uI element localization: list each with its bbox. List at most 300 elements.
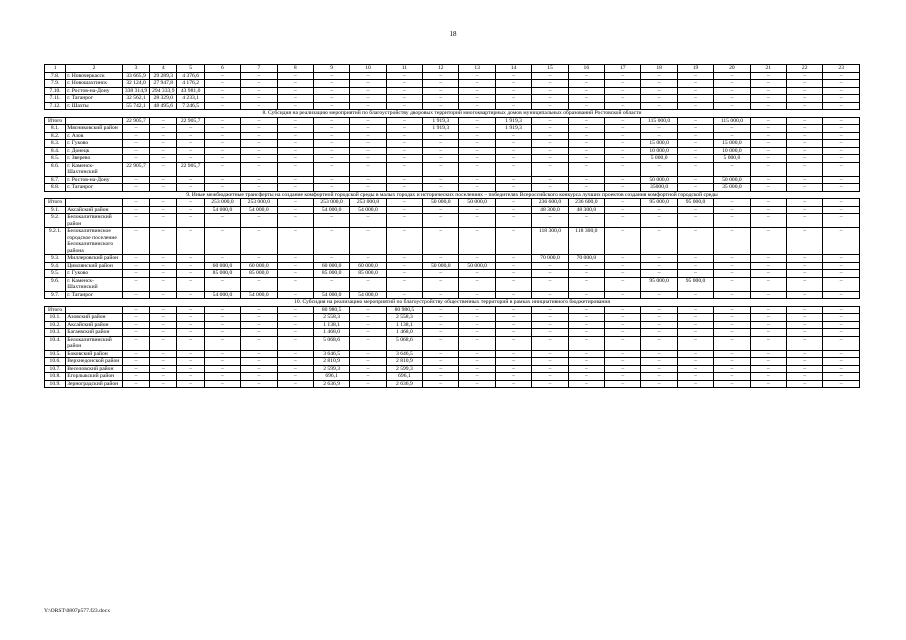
value-cell: – (277, 140, 313, 148)
value-cell: – (150, 270, 177, 278)
value-cell: 2 810,9 (386, 358, 422, 366)
value-cell: – (750, 373, 786, 381)
value-cell: – (386, 155, 422, 163)
value-cell: – (122, 147, 149, 155)
value-cell: – (122, 365, 149, 373)
value-cell: 85 000,0 (313, 270, 349, 278)
value-cell: – (532, 176, 568, 184)
column-number-cell: 6 (204, 65, 240, 73)
value-cell: – (313, 162, 349, 176)
value-cell: – (641, 72, 677, 80)
value-cell: – (459, 321, 495, 329)
value-cell: – (677, 87, 713, 95)
value-cell: – (177, 176, 204, 184)
value-cell: – (241, 321, 277, 329)
table-row (45, 358, 860, 366)
value-cell: – (177, 329, 204, 337)
value-cell: 95 000,0 (641, 277, 677, 291)
value-cell: – (750, 336, 786, 350)
municipality-name: Цимлянский район (66, 262, 123, 270)
row-number: 8.2. (45, 132, 66, 140)
value-cell: – (459, 373, 495, 381)
value-cell: – (386, 291, 422, 299)
value-cell: – (532, 365, 568, 373)
value-cell: – (177, 132, 204, 140)
value-cell: – (277, 365, 313, 373)
value-cell: – (787, 321, 823, 329)
row-number: Итого (45, 306, 66, 314)
value-cell: – (150, 125, 177, 133)
value-cell: 70 000,0 (568, 255, 604, 263)
value-cell: – (714, 306, 750, 314)
value-cell: – (495, 162, 531, 176)
value-cell: – (241, 329, 277, 337)
value-cell: – (277, 329, 313, 337)
value-cell: – (568, 95, 604, 103)
table-row (45, 380, 860, 388)
value-cell: – (204, 140, 240, 148)
value-cell: – (177, 206, 204, 214)
value-cell: – (495, 155, 531, 163)
value-cell: 60 000,0 (313, 262, 349, 270)
value-cell: – (787, 380, 823, 388)
value-cell: – (714, 206, 750, 214)
value-cell: – (787, 206, 823, 214)
value-cell: – (605, 140, 641, 148)
row-number: 10.9. (45, 380, 66, 388)
value-cell: 95 000,0 (641, 199, 677, 207)
value-cell: – (277, 291, 313, 299)
value-cell: – (277, 277, 313, 291)
value-cell: – (277, 262, 313, 270)
table-row (45, 80, 860, 88)
value-cell: 10 000,0 (714, 147, 750, 155)
value-cell: – (122, 140, 149, 148)
column-number-cell: 22 (787, 65, 823, 73)
value-cell: – (568, 350, 604, 358)
value-cell: – (823, 147, 860, 155)
value-cell: – (423, 350, 459, 358)
table-row (45, 255, 860, 263)
value-cell: – (495, 336, 531, 350)
municipality-name: г. Гуково (66, 270, 123, 278)
column-number-cell: 10 (350, 65, 386, 73)
value-cell: – (386, 95, 422, 103)
row-number: 7.10. (45, 87, 66, 95)
value-cell: – (568, 214, 604, 228)
value-cell: – (532, 140, 568, 148)
row-number: 9.7. (45, 291, 66, 299)
value-cell: – (495, 255, 531, 263)
value-cell: – (277, 199, 313, 207)
value-cell: 115 000,0 (641, 117, 677, 125)
section-title-row (45, 299, 860, 307)
column-number-cell: 5 (177, 65, 204, 73)
column-number-cell: 16 (568, 65, 604, 73)
value-cell: – (423, 270, 459, 278)
value-cell: – (823, 314, 860, 322)
value-cell: – (423, 321, 459, 329)
value-cell: – (423, 87, 459, 95)
value-cell: – (605, 206, 641, 214)
value-cell: – (350, 95, 386, 103)
value-cell: – (204, 255, 240, 263)
value-cell: – (122, 199, 149, 207)
value-cell: – (495, 306, 531, 314)
value-cell: – (605, 277, 641, 291)
value-cell: – (423, 306, 459, 314)
value-cell: – (423, 329, 459, 337)
value-cell: – (204, 358, 240, 366)
value-cell: 4 233,1 (177, 95, 204, 103)
value-cell: – (350, 102, 386, 110)
value-cell: – (313, 117, 349, 125)
value-cell: – (150, 255, 177, 263)
value-cell: – (605, 80, 641, 88)
column-number-cell: 11 (386, 65, 422, 73)
value-cell: – (677, 306, 713, 314)
value-cell: 80 980,5 (386, 306, 422, 314)
value-cell: 95 000,0 (677, 277, 713, 291)
value-cell: – (277, 132, 313, 140)
row-number: 9.5. (45, 270, 66, 278)
municipality-name: г. Зверево (66, 155, 123, 163)
value-cell: 54 000,0 (241, 291, 277, 299)
value-cell: – (532, 147, 568, 155)
value-cell: – (313, 72, 349, 80)
value-cell: 54 000,0 (204, 291, 240, 299)
value-cell: – (177, 350, 204, 358)
value-cell: – (423, 162, 459, 176)
value-cell: – (150, 147, 177, 155)
value-cell: 54 000,0 (350, 206, 386, 214)
value-cell: – (177, 140, 204, 148)
value-cell: – (568, 117, 604, 125)
value-cell: – (714, 329, 750, 337)
value-cell: – (423, 184, 459, 192)
value-cell: – (641, 214, 677, 228)
value-cell: – (241, 373, 277, 381)
value-cell: – (313, 95, 349, 103)
value-cell: – (677, 132, 713, 140)
value-cell: – (787, 228, 823, 255)
value-cell: – (277, 176, 313, 184)
municipality-name: Егорлыкский район (66, 373, 123, 381)
value-cell: – (568, 291, 604, 299)
value-cell: – (122, 336, 149, 350)
value-cell: 54 000,0 (313, 291, 349, 299)
table-row (45, 214, 860, 228)
value-cell: – (532, 336, 568, 350)
value-cell: – (122, 125, 149, 133)
row-number: 10.8. (45, 373, 66, 381)
value-cell: – (122, 228, 149, 255)
value-cell: 5 068,6 (313, 336, 349, 350)
column-number-cell: 12 (423, 65, 459, 73)
value-cell: – (605, 176, 641, 184)
value-cell: – (177, 373, 204, 381)
municipality-name: Боковский район (66, 350, 123, 358)
value-cell: – (714, 321, 750, 329)
municipality-name: Миллеровский район (66, 255, 123, 263)
value-cell: – (204, 336, 240, 350)
value-cell: – (459, 291, 495, 299)
table-row (45, 321, 860, 329)
value-cell: – (641, 228, 677, 255)
value-cell: – (459, 314, 495, 322)
value-cell: – (677, 255, 713, 263)
value-cell: 60 000,0 (204, 262, 240, 270)
value-cell: – (122, 184, 149, 192)
value-cell: – (122, 206, 149, 214)
value-cell: – (641, 102, 677, 110)
value-cell: – (823, 140, 860, 148)
value-cell: – (787, 176, 823, 184)
value-cell: – (641, 95, 677, 103)
value-cell: – (386, 206, 422, 214)
value-cell: – (787, 102, 823, 110)
value-cell: – (750, 291, 786, 299)
value-cell: – (677, 270, 713, 278)
value-cell: – (714, 95, 750, 103)
municipality-name: г. Каменск-Шахтинский (66, 162, 123, 176)
value-cell: – (714, 72, 750, 80)
value-cell: – (423, 365, 459, 373)
value-cell: 236 600,0 (532, 199, 568, 207)
value-cell: – (495, 262, 531, 270)
value-cell: – (241, 132, 277, 140)
value-cell: – (787, 365, 823, 373)
value-cell: – (787, 184, 823, 192)
value-cell: – (750, 270, 786, 278)
value-cell: 60 000,0 (241, 262, 277, 270)
table-row (45, 199, 860, 207)
value-cell: – (150, 206, 177, 214)
budget-table-wrapper (44, 64, 860, 388)
value-cell: – (150, 176, 177, 184)
value-cell: 253 000,0 (204, 199, 240, 207)
value-cell: – (350, 277, 386, 291)
value-cell: – (150, 358, 177, 366)
value-cell: – (204, 373, 240, 381)
value-cell: – (386, 162, 422, 176)
value-cell: – (714, 87, 750, 95)
municipality-name: Багаевский район (66, 329, 123, 337)
value-cell: – (641, 321, 677, 329)
column-number-cell: 23 (823, 65, 860, 73)
value-cell: – (177, 291, 204, 299)
value-cell: – (787, 277, 823, 291)
value-cell: – (277, 206, 313, 214)
value-cell: – (750, 72, 786, 80)
value-cell: – (122, 270, 149, 278)
value-cell: – (641, 329, 677, 337)
value-cell: – (386, 125, 422, 133)
table-row (45, 176, 860, 184)
table-row (45, 72, 860, 80)
value-cell: – (532, 262, 568, 270)
column-number-cell: 1 (45, 65, 66, 73)
value-cell: – (532, 125, 568, 133)
value-cell: – (277, 102, 313, 110)
value-cell: 2 599,3 (386, 365, 422, 373)
value-cell: – (204, 155, 240, 163)
value-cell: – (787, 95, 823, 103)
value-cell: – (787, 87, 823, 95)
value-cell: 48 495,6 (150, 102, 177, 110)
value-cell: – (714, 262, 750, 270)
section-title: 10. Субсидия на реализацию мероприятий по благоустройству общественных территорий в рамках инициативного бюджетирования (45, 299, 860, 307)
value-cell: – (459, 132, 495, 140)
value-cell: – (313, 147, 349, 155)
value-cell: – (641, 380, 677, 388)
column-number-cell: 8 (277, 65, 313, 73)
value-cell: – (787, 162, 823, 176)
value-cell: – (423, 336, 459, 350)
municipality-name: г. Таганрог (66, 184, 123, 192)
value-cell: – (714, 314, 750, 322)
value-cell: – (750, 87, 786, 95)
value-cell: 35000,0 (641, 184, 677, 192)
value-cell: – (605, 321, 641, 329)
municipality-name: Белокалитвинский район (66, 336, 123, 350)
value-cell: – (714, 365, 750, 373)
value-cell: – (423, 228, 459, 255)
value-cell: – (823, 306, 860, 314)
value-cell: – (750, 321, 786, 329)
value-cell: – (495, 270, 531, 278)
value-cell: – (241, 358, 277, 366)
value-cell: – (641, 358, 677, 366)
value-cell: – (750, 102, 786, 110)
value-cell: – (423, 255, 459, 263)
value-cell: 28 329,0 (150, 95, 177, 103)
value-cell: – (423, 206, 459, 214)
value-cell: – (150, 162, 177, 176)
value-cell: – (787, 262, 823, 270)
value-cell: – (150, 336, 177, 350)
value-cell: – (386, 140, 422, 148)
value-cell: – (823, 365, 860, 373)
value-cell: 54 000,0 (241, 206, 277, 214)
value-cell: – (423, 314, 459, 322)
value-cell: – (677, 329, 713, 337)
value-cell: – (532, 380, 568, 388)
value-cell: – (532, 321, 568, 329)
value-cell: – (204, 329, 240, 337)
page-number: 18 (449, 30, 457, 38)
value-cell: – (714, 380, 750, 388)
value-cell: – (677, 350, 713, 358)
value-cell: – (750, 162, 786, 176)
value-cell: – (750, 306, 786, 314)
value-cell: – (459, 162, 495, 176)
table-row (45, 228, 860, 255)
table-row (45, 184, 860, 192)
value-cell: – (459, 365, 495, 373)
table-body (45, 65, 860, 388)
table-row (45, 140, 860, 148)
value-cell: 118 300,0 (532, 228, 568, 255)
table-row (45, 95, 860, 103)
value-cell: – (750, 147, 786, 155)
value-cell: 253 000,0 (241, 199, 277, 207)
value-cell: – (677, 380, 713, 388)
value-cell: – (423, 147, 459, 155)
value-cell: – (641, 262, 677, 270)
value-cell: – (750, 132, 786, 140)
table-row (45, 350, 860, 358)
municipality-name: Белокалитвинское городское поселение Белокалитвинского района (66, 228, 123, 255)
municipality-name: Веселовский район (66, 365, 123, 373)
value-cell: – (423, 80, 459, 88)
value-cell: – (177, 336, 204, 350)
value-cell: – (313, 132, 349, 140)
value-cell: – (350, 228, 386, 255)
value-cell: – (150, 291, 177, 299)
value-cell: – (241, 125, 277, 133)
value-cell: – (677, 72, 713, 80)
municipality-name: г. Каменск-Шахтинский (66, 277, 123, 291)
row-number: 8.3. (45, 140, 66, 148)
value-cell: 85 000,0 (350, 270, 386, 278)
value-cell: – (350, 155, 386, 163)
value-cell: – (714, 125, 750, 133)
value-cell: – (568, 140, 604, 148)
value-cell: – (150, 262, 177, 270)
value-cell: – (641, 291, 677, 299)
value-cell: – (150, 321, 177, 329)
table-row (45, 336, 860, 350)
value-cell: 338 314,9 (122, 87, 149, 95)
value-cell: – (495, 140, 531, 148)
value-cell: – (495, 329, 531, 337)
value-cell: 1 138,1 (386, 321, 422, 329)
municipality-name (66, 199, 123, 207)
value-cell: – (386, 255, 422, 263)
table-row (45, 155, 860, 163)
value-cell: – (677, 125, 713, 133)
value-cell: – (823, 155, 860, 163)
value-cell: – (677, 291, 713, 299)
value-cell: – (641, 270, 677, 278)
value-cell: – (277, 80, 313, 88)
value-cell: – (605, 365, 641, 373)
value-cell: – (677, 140, 713, 148)
column-number-cell: 20 (714, 65, 750, 73)
value-cell: – (386, 176, 422, 184)
value-cell: – (823, 373, 860, 381)
value-cell: – (823, 184, 860, 192)
row-number: 7.9. (45, 80, 66, 88)
value-cell: – (350, 140, 386, 148)
value-cell: – (568, 373, 604, 381)
value-cell: 2 599,3 (313, 365, 349, 373)
value-cell: – (241, 162, 277, 176)
column-number-cell: 21 (750, 65, 786, 73)
value-cell: – (277, 228, 313, 255)
value-cell: – (177, 380, 204, 388)
value-cell: – (641, 255, 677, 263)
value-cell: – (122, 321, 149, 329)
value-cell: – (241, 277, 277, 291)
value-cell: – (714, 228, 750, 255)
value-cell: 4 176,2 (177, 80, 204, 88)
section-title: 9. Иные межбюджетные трансферты на создание комфортной городской среды в малых городах и исторических поселениях – победителях Всероссийского конкурса лучших проектов создания комфортной городской среды (45, 191, 860, 199)
value-cell: – (204, 117, 240, 125)
value-cell: – (423, 373, 459, 381)
value-cell: – (241, 80, 277, 88)
